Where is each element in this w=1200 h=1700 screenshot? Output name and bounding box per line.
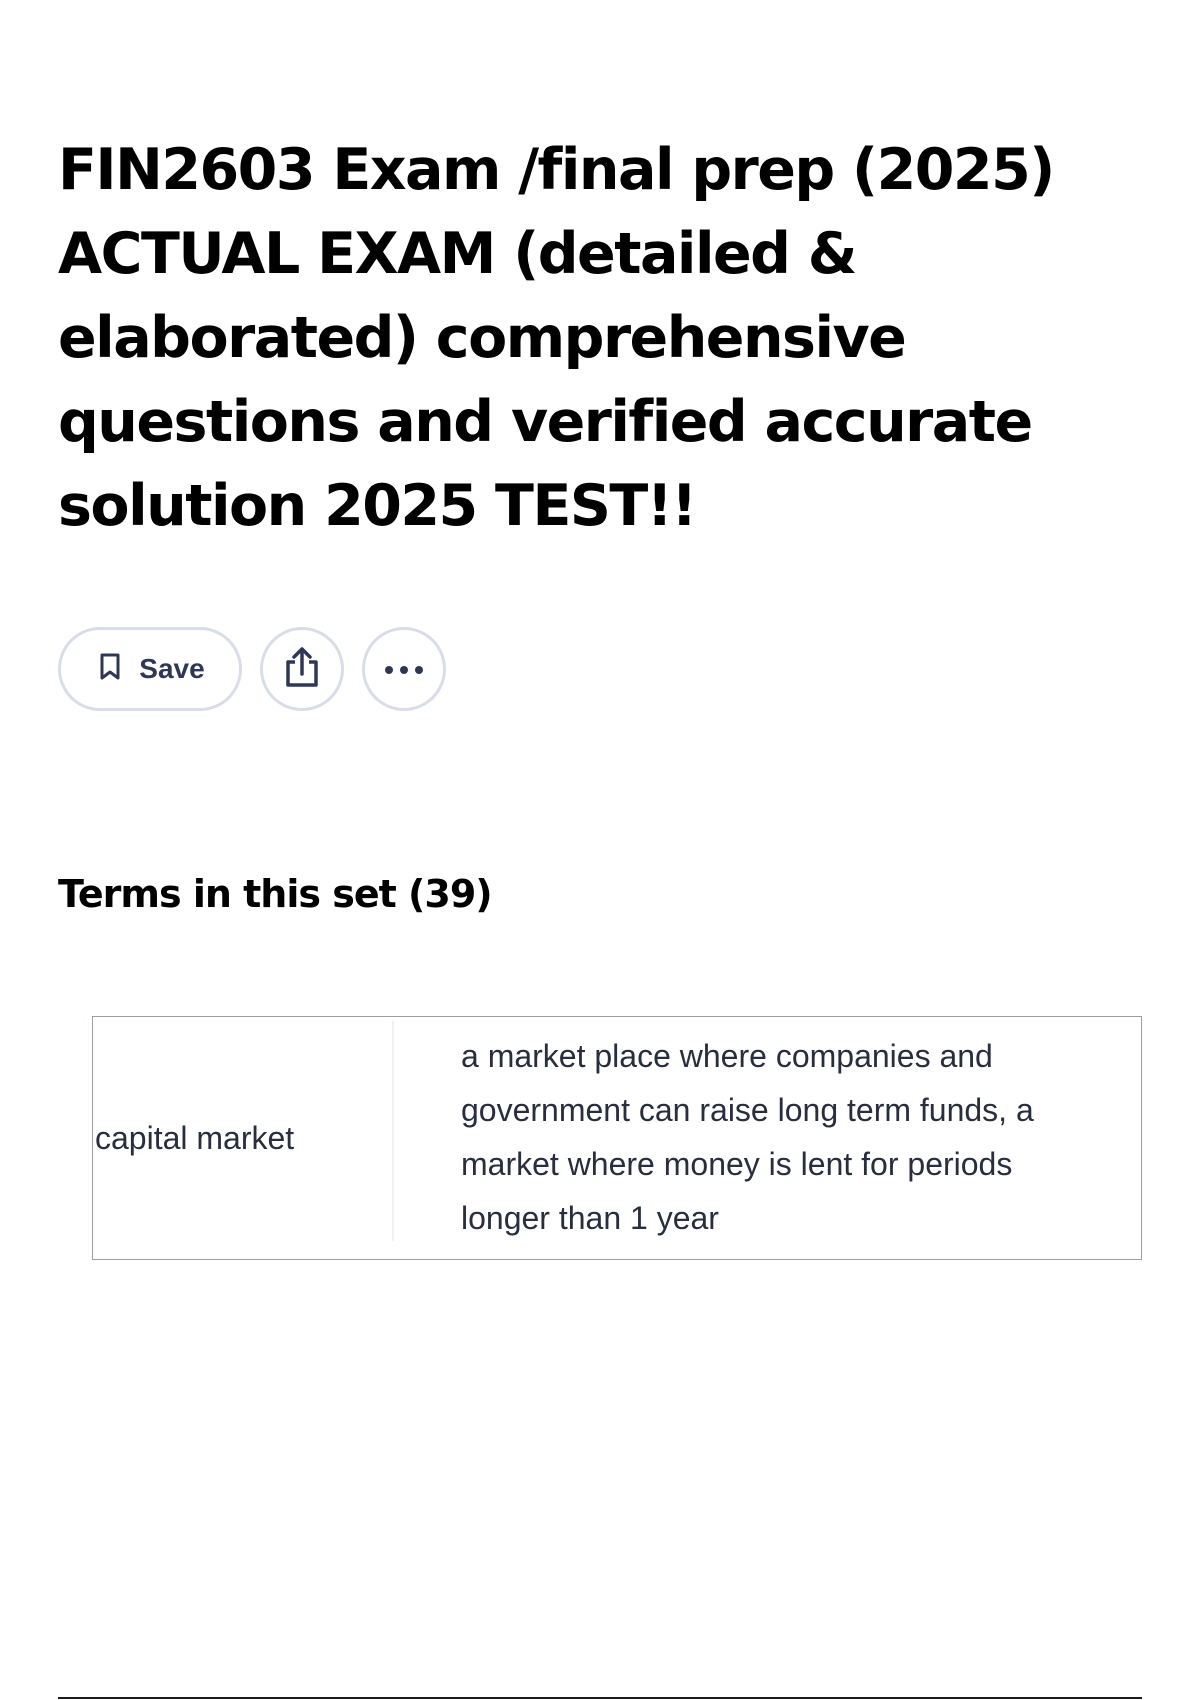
- share-button[interactable]: [260, 627, 344, 711]
- page-title: FIN2603 Exam /final prep (2025) ACTUAL EXAM (detailed & elaborated) comprehensive questions and verified accurate solution 2025 TEST!!: [58, 137, 1054, 539]
- term-card: [92, 1016, 1142, 1260]
- save-button[interactable]: [58, 627, 242, 711]
- term-definition: a market place where companies and government can raise long term funds, a market where money is lent for periods longer than 1 year: [461, 1038, 1034, 1236]
- save-label: Save: [139, 653, 205, 684]
- term-divider: [392, 1021, 394, 1241]
- more-options-button[interactable]: [362, 627, 446, 711]
- bookmark-icon: [99, 653, 121, 685]
- set-actions: [58, 627, 446, 711]
- footer-divider: [58, 1697, 1142, 1699]
- term-word: capital market: [95, 1119, 295, 1156]
- terms-section-title: Terms in this set (39): [58, 872, 492, 916]
- share-icon: [283, 646, 321, 692]
- more-dots-icon: [384, 660, 424, 679]
